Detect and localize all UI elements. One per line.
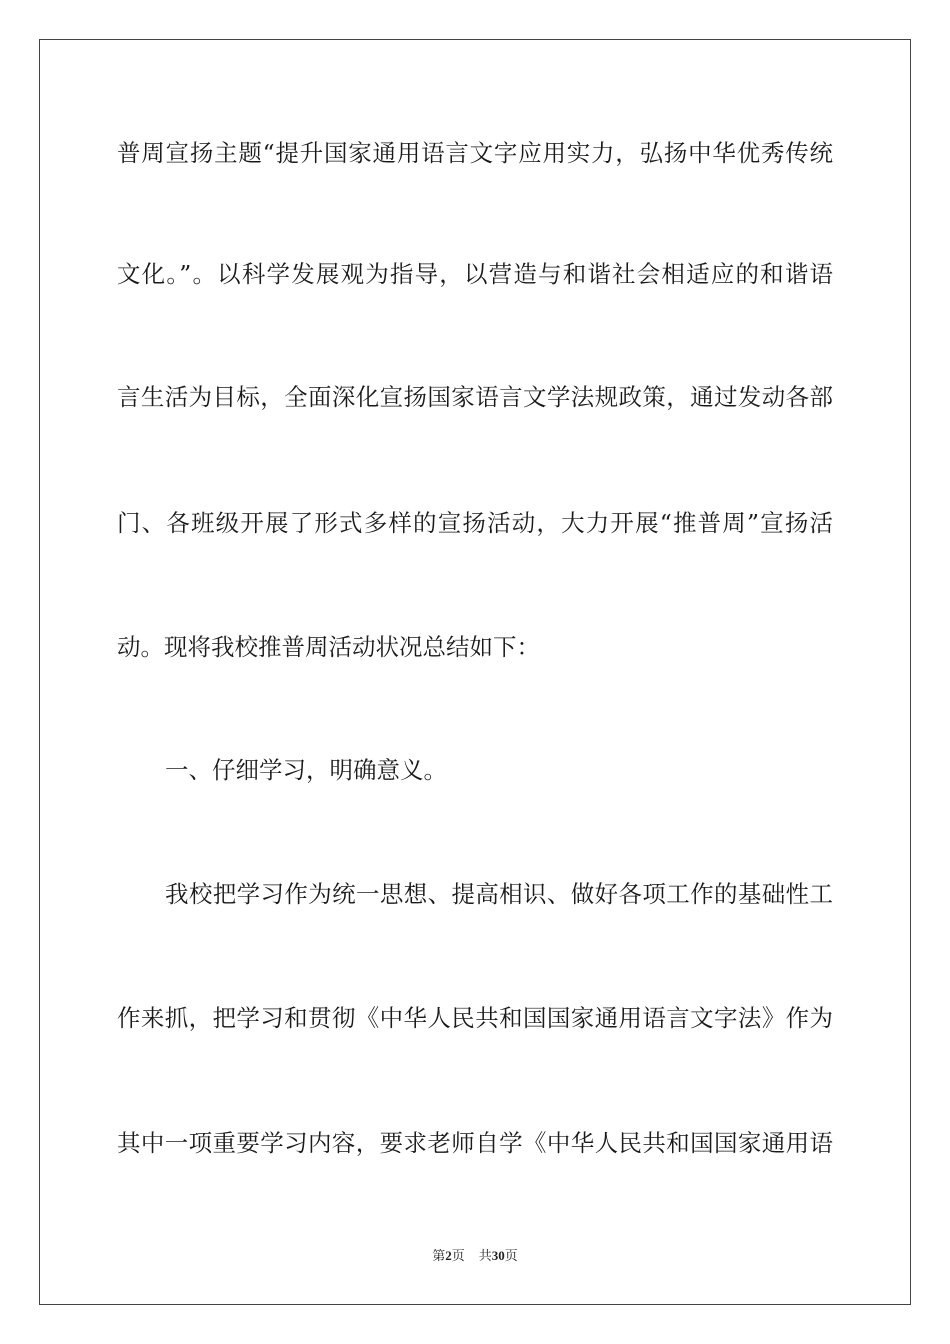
body-line-2: 文化。”。以科学发展观为指导，以营造与和谐社会相适应的和谐语 bbox=[117, 260, 833, 288]
page-prefix: 第 bbox=[432, 1248, 446, 1263]
page-number: 2 bbox=[445, 1248, 452, 1263]
total-pages: 30 bbox=[491, 1248, 505, 1263]
body-line-5: 动。现将我校推普周活动状况总结如下： bbox=[117, 633, 540, 661]
body-line-8: 作来抓，把学习和贯彻《中华人民共和国国家通用语言文字法》作为 bbox=[117, 1004, 833, 1032]
body-line-9: 其中一项重要学习内容，要求老师自学《中华人民共和国国家通用语 bbox=[117, 1129, 833, 1157]
total-prefix: 共 bbox=[478, 1248, 492, 1263]
total-suffix: 页 bbox=[504, 1248, 518, 1263]
page-footer bbox=[0, 1246, 950, 1266]
page-border bbox=[39, 39, 911, 1305]
body-line-1: 普周宣扬主题“提升国家通用语言文字应用实力，弘扬中华优秀传统 bbox=[117, 139, 833, 167]
page-suffix: 页 bbox=[451, 1248, 465, 1263]
body-line-7: 我校把学习作为统一思想、提高相识、做好各项工作的基础性工 bbox=[165, 880, 833, 908]
section-heading: 一、仔细学习，明确意义。 bbox=[165, 756, 447, 784]
body-line-3: 言生活为目标，全面深化宣扬国家语言文学法规政策，通过发动各部 bbox=[117, 383, 833, 411]
body-line-4: 门、各班级开展了形式多样的宣扬活动，大力开展“推普周”宣扬活 bbox=[117, 509, 833, 537]
